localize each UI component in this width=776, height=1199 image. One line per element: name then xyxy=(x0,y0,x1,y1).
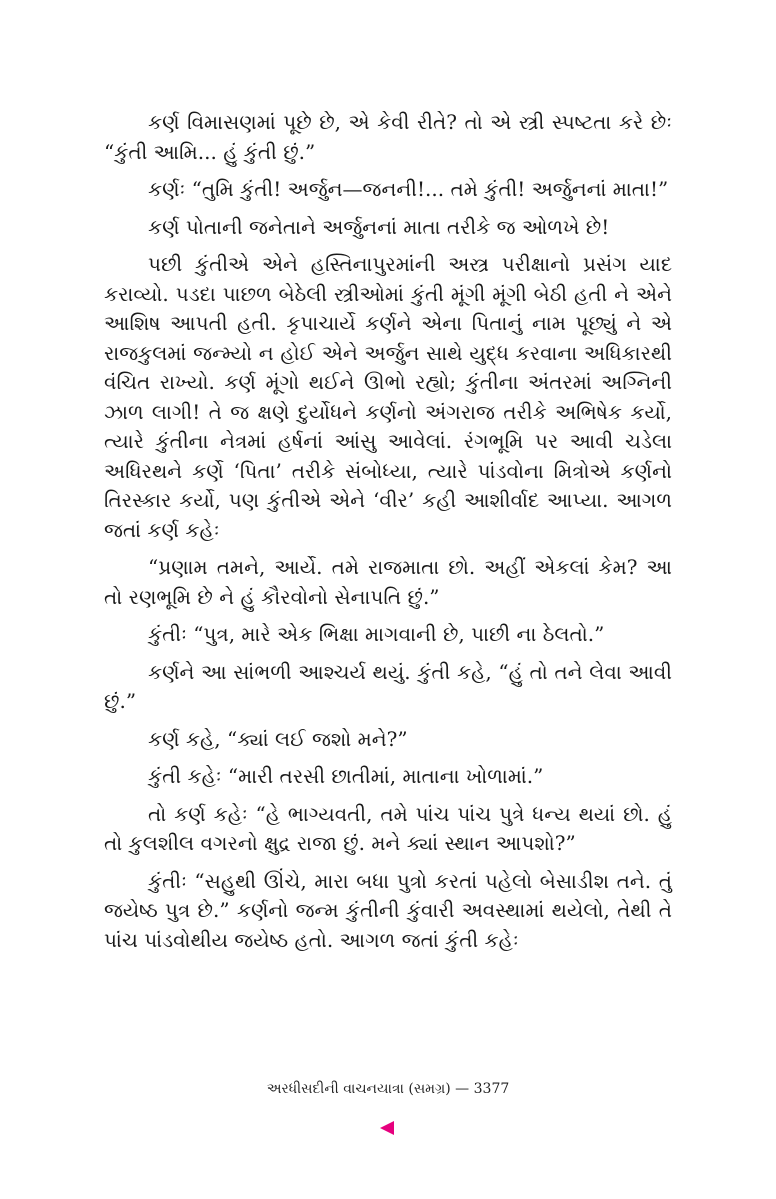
paragraph-2: કર્ણઃ “તુમિ કુંતી! અર્જુન—જનની!... તમે કુંતી! અર્જુનનાં માતા!” xyxy=(148,177,669,201)
paragraph-10: તો કર્ણ કહેઃ “હે ભાગ્યવતી, તમે પાંચ પાંચ પુત્રે ધન્ય થયાં છો. હું તો કુલશીલ વગરનો ક્ષુદ્ર રાજા છું. મને ક્યાં સ્થાન આપશો?” xyxy=(104,801,672,855)
paragraph-8: કર્ણ કહે, “ક્યાં લઈ જશો મને?” xyxy=(148,726,408,751)
paragraph-6: કુંતીઃ “પુત્ર, મારે એક ભિક્ષા માગવાની છે, પાછી ના ઠેલતો.” xyxy=(148,622,605,646)
page-footer: અરધીસદીની વાચનયાત્રા (સમગ્ર) — 3377 xyxy=(266,1081,510,1097)
paragraph-4: પછી કુંતીએ એને હસ્તિનાપુરમાંની અસ્ત્ર પરીક્ષાનો પ્રસંગ યાદ કરાવ્યો. પડદા પાછળ બેઠેલી સ્ત્રીઓમાં કુંતી મૂંગી મૂંગી બેઠી હતી ને એને આશિષ આપતી હતી. કૃપાચાર્યે કર્ણને એના પિતાનું નામ પૂછ્યું ને એ રાજકુલમાં જન્મ્યો ન હોઈ એને અર્જુન સાથે યુદ્ધ કરવાના અધિકારથી વંચિત રાખ્યો. કર્ણ મૂંગો થઈને ઊભો રહ્યો; કુંતીના અંતરમાં અગ્નિની ઝાળ લાગી! તે જ ક્ષણે દુર્યોધને કર્ણનો અંગરાજ તરીકે અભિષેક કર્યો, ત્યારે કુંતીના નેત્રમાં હર્ષનાં આંસુ આવેલાં. રંગભૂમિ પર આવી ચડેલા અધિરથને કર્ણે ‘પિતા’ તરીકે સંબોધ્યા, ત્યારે પાંડવોના મિત્રોએ કર્ણનો તિરસ્કાર કર્યો, પણ કુંતીએ એને ‘વીર’ કહી આશીર્વાદ આપ્યા. આગળ જતાં કર્ણ કહેઃ xyxy=(104,252,672,542)
previous-page-arrow-icon[interactable] xyxy=(380,1121,394,1135)
paragraph-11: કુંતીઃ “સહુથી ઊંચે, મારા બધા પુત્રો કરતાં પહેલો બેસાડીશ તને. તું જયેષ્ઠ પુત્ર છે.” કર્ણનો જન્મ કુંતીની કુંવારી અવસ્થામાં થયેલો, તેથી તે પાંચ પાંડવોથીય જયેષ્ઠ હતો. આગળ જતાં કુંતી કહેઃ xyxy=(104,868,672,952)
paragraph-7: કર્ણને આ સાંભળી આશ્ચર્ય થયું. કુંતી કહે, “હું તો તને લેવા આવી છું.” xyxy=(104,659,672,713)
page-body xyxy=(104,108,672,963)
paragraph-5: “પ્રણામ તમને, આર્યે. તમે રાજમાતા છો. અહીં એકલાં કેમ? આ તો રણભૂમિ છે ને હું કૌરવોનો સેનાપતિ છું.” xyxy=(104,555,672,609)
paragraph-1: કર્ણ વિમાસણમાં પૂછે છે, એ કેવી રીતે? તો એ સ્ત્રી સ્પષ્ટતા કરે છેઃ “કુંતી આમિ... હું કુંતી છું.” xyxy=(104,110,672,164)
paragraph-3: કર્ણ પોતાની જનેતાને અર્જુનનાં માતા તરીકે જ ઓળખે છે! xyxy=(148,214,610,239)
paragraph-9: કુંતી કહેઃ “મારી તરસી છાતીમાં, માતાના ખોળામાં.” xyxy=(148,764,544,788)
